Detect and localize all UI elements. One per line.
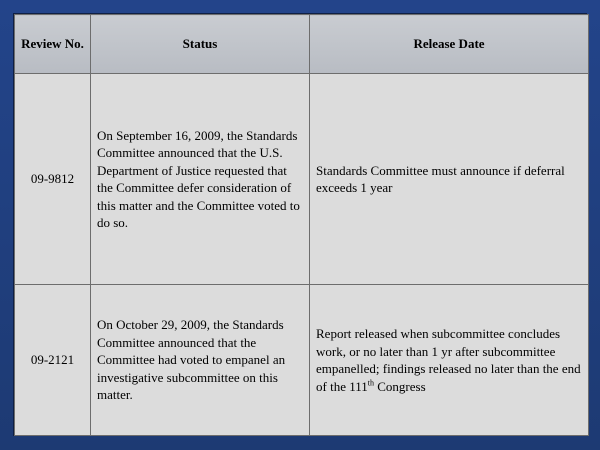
release-date-cell xyxy=(310,285,589,436)
ordinal-suffix: th xyxy=(367,378,374,388)
release-date-tail: Congress xyxy=(373,378,426,394)
table-row xyxy=(15,74,589,285)
status-cell: On October 29, 2009, the Standards Committee announced that the Committee had voted to empanel an investigative subcommittee on this matter. xyxy=(91,285,310,436)
header-review-no: Review No. xyxy=(15,15,91,74)
review-no-cell: 09-9812 xyxy=(15,74,91,285)
header-release-date: Release Date xyxy=(310,15,589,74)
header-status: Status xyxy=(91,15,310,74)
review-no-cell: 09-2121 xyxy=(15,285,91,436)
header-row xyxy=(15,15,589,74)
release-date-cell: Standards Committee must announce if deferral exceeds 1 year xyxy=(310,74,589,285)
review-status-table xyxy=(13,13,587,436)
status-cell: On September 16, 2009, the Standards Committee announced that the U.S. Department of Justice requested that the Committee defer consideration of this matter and the Committee voted to do so. xyxy=(91,74,310,285)
table-row xyxy=(15,285,589,436)
release-date-text: Report released when subcommittee concludes work, or no later than 1 yr after subcommittee empanelled; findings released no later than the end of the 111 xyxy=(316,326,581,394)
table xyxy=(14,14,589,436)
